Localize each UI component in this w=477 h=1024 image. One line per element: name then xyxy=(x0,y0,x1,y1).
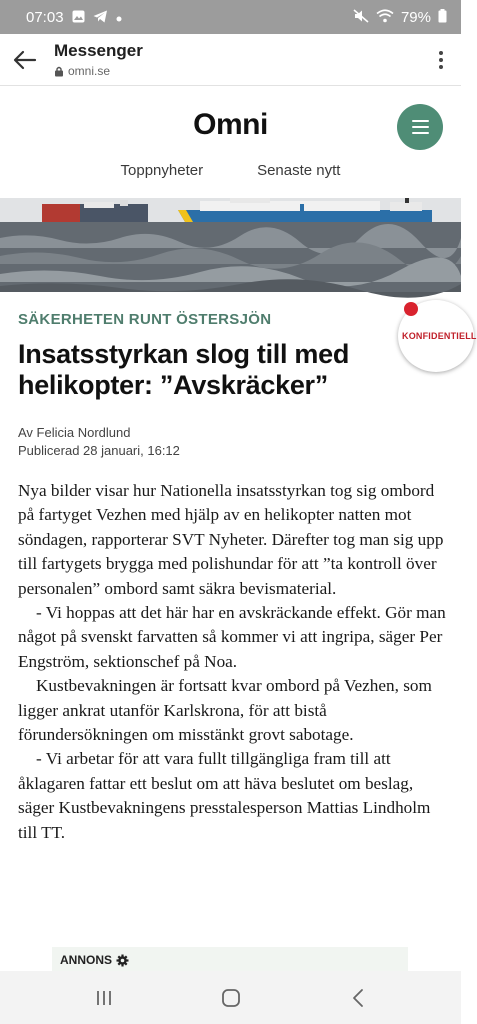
article-category[interactable]: SÄKERHETEN RUNT ÖSTERSJÖN xyxy=(18,311,272,328)
chevron-left-icon xyxy=(352,988,364,1008)
article-paragraph: - Vi hoppas att det här har en avskräckande effekt. Gör man något på svenskt farvatten så kommer vi att ingripa, säger Per Engström, sektionschef på Noa. xyxy=(18,603,446,671)
site-logo[interactable]: Omni xyxy=(193,108,268,141)
battery-icon xyxy=(438,9,447,25)
hamburger-icon-line xyxy=(412,132,429,134)
menu-button[interactable] xyxy=(397,104,443,150)
dot-icon xyxy=(116,11,122,24)
more-vert-icon xyxy=(438,50,444,70)
custom-tab-header xyxy=(0,34,461,86)
image-icon xyxy=(72,10,85,25)
site-header xyxy=(0,86,461,198)
konfidentiell-badge[interactable] xyxy=(398,300,477,372)
nav-tab-senaste-nytt[interactable]: Senaste nytt xyxy=(257,162,341,179)
status-bar xyxy=(0,0,461,34)
article-headline: Insatsstyrkan slog till med helikopter: ”Avskräcker” xyxy=(18,339,350,400)
home-button[interactable] xyxy=(201,978,261,1018)
recent-apps-button[interactable] xyxy=(74,978,134,1018)
ad-container[interactable] xyxy=(52,947,408,971)
article-paragraph: Nya bilder visar hur Nationella insatsstyrkan tog sig ombord på fartyget Vezhen med hjälp av en helikopter natten mot söndagen, rapporterar SVT Nyheter. Därefter tog man sig upp till fartygets brygga med polishundar för att ”ta kontroll över personalen” ombord samt säkra bevismaterial. xyxy=(18,481,444,598)
gear-icon[interactable] xyxy=(116,954,129,967)
article-published-date: Publicerad 28 januari, 16:12 xyxy=(18,443,180,458)
telegram-icon xyxy=(93,10,108,25)
article-author: Av Felicia Nordlund xyxy=(18,425,131,440)
article-hero-image xyxy=(0,198,461,292)
article-paragraph: Kustbevakningen är fortsatt kvar ombord på Vezhen, som ligger ankrat utanför Karlskrona, för att bistå förundersökningen om misstänkt grovt sabotage. xyxy=(18,676,432,745)
article-paragraph: - Vi arbetar för att vara fullt tillgängliga fram till att åklagaren fattar ett beslut om att häva beslutet om beslag, säger Kustbevakningens presstalesperson Mattias Lindholm till TT. xyxy=(18,749,431,842)
lock-icon xyxy=(54,66,64,77)
article-body xyxy=(18,479,448,845)
badge-label: KONFIDENTIELL xyxy=(402,331,477,341)
system-nav-bar xyxy=(0,971,461,1024)
home-icon xyxy=(221,988,241,1008)
hamburger-icon xyxy=(412,120,429,122)
recent-apps-icon xyxy=(95,990,113,1006)
more-options-button[interactable] xyxy=(421,34,461,86)
system-back-button[interactable] xyxy=(328,978,388,1018)
hamburger-icon-line xyxy=(412,126,429,128)
mute-icon xyxy=(353,9,369,25)
site-nav xyxy=(0,162,461,179)
nav-tab-toppnyheter[interactable]: Toppnyheter xyxy=(120,162,204,179)
article-byline xyxy=(18,424,180,460)
ad-label-text: ANNONS xyxy=(60,953,113,967)
status-time: 07:03 xyxy=(26,8,64,26)
back-button[interactable] xyxy=(0,34,50,86)
arrow-left-icon xyxy=(13,50,37,70)
battery-percent: 79% xyxy=(400,8,431,26)
url-display xyxy=(54,64,421,78)
ad-label xyxy=(60,953,129,967)
wifi-icon xyxy=(376,9,394,25)
tab-title: Messenger xyxy=(54,41,143,60)
url-text: omni.se xyxy=(68,64,111,78)
notification-dot xyxy=(404,302,418,316)
